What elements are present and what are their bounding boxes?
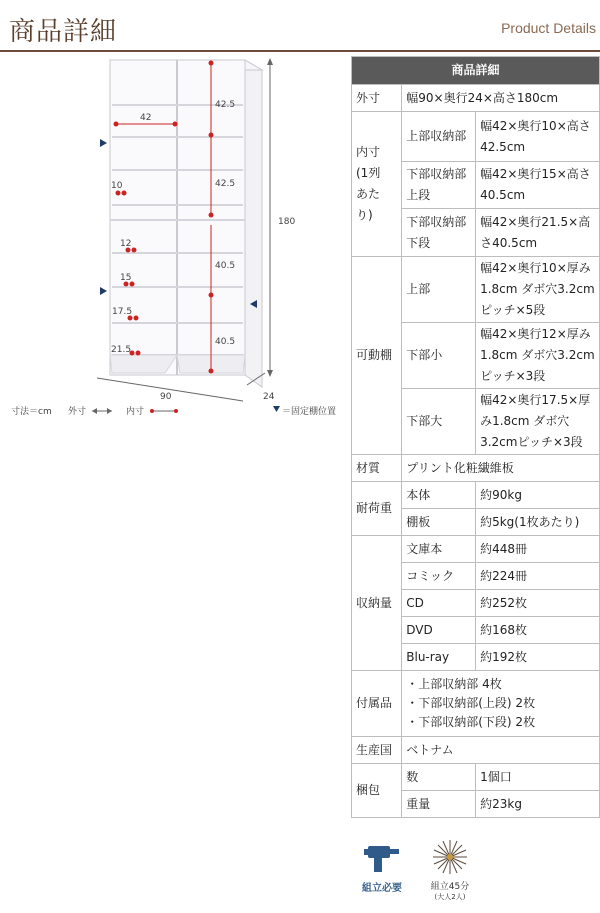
dim-label-lower-height: 40.5 <box>215 261 236 271</box>
dim-label-depth: 24 <box>263 392 275 402</box>
capacity-sub: Blu-ray <box>402 644 476 671</box>
table-row <box>352 737 600 764</box>
capacity-sub: DVD <box>402 617 476 644</box>
table-title: 商品詳細 <box>352 57 600 85</box>
spec-table <box>351 56 600 818</box>
table-row <box>352 85 600 112</box>
dim-label-lower-height-2: 40.5 <box>215 337 236 347</box>
inner-size-value: 幅42×奥行21.5×高さ40.5cm <box>476 209 600 257</box>
load-value: 約90kg <box>476 482 600 509</box>
package-value: 約23kg <box>476 791 600 818</box>
dim-label-height: 180 <box>278 217 296 227</box>
assembly-icons <box>351 838 511 908</box>
outer-size-label: 外寸 <box>352 85 402 112</box>
load-label: 耐荷重 <box>352 482 402 536</box>
load-sub: 棚板 <box>402 509 476 536</box>
package-sub: 重量 <box>402 791 476 818</box>
assembly-time-sub: (大人2人) <box>434 893 466 901</box>
assembly-time <box>423 838 477 902</box>
capacity-value: 約252枚 <box>476 590 600 617</box>
capacity-sub: コミック <box>402 563 476 590</box>
inner-size-label: 内寸 (1列 あた り) <box>352 112 402 257</box>
inner-size-sub: 上部収納部 <box>402 112 476 162</box>
capacity-sub: CD <box>402 590 476 617</box>
table-row <box>352 536 600 563</box>
table-row <box>352 455 600 482</box>
accessories-label: 付属品 <box>352 671 402 737</box>
shelves-label: 可動棚 <box>352 257 402 455</box>
dim-label-depth-21-5: 21.5 <box>111 345 132 355</box>
shelves-value: 幅42×奥行10×厚み1.8cm ダボ穴3.2cmピッチ×5段 <box>476 257 600 323</box>
accessory-item: ・上部収納部 4枚 <box>406 677 502 691</box>
page-header <box>0 0 600 52</box>
load-sub: 本体 <box>402 482 476 509</box>
capacity-value: 約224冊 <box>476 563 600 590</box>
sunburst-icon <box>430 838 470 876</box>
origin-value: ベトナム <box>402 737 600 764</box>
dim-label-width: 90 <box>160 392 172 402</box>
accessory-item: ・下部収納部(下段) 2枚 <box>406 715 536 729</box>
bookshelf-diagram <box>0 55 348 425</box>
shelves-sub: 下部大 <box>402 389 476 455</box>
shelves-sub: 下部小 <box>402 323 476 389</box>
accessories-list <box>402 671 600 737</box>
inner-size-value: 幅42×奥行15×高さ40.5cm <box>476 162 600 209</box>
dim-label-depth-15: 15 <box>120 273 132 283</box>
table-row <box>352 764 600 791</box>
table-row <box>352 482 600 509</box>
inner-size-sub: 下部収納部下段 <box>402 209 476 257</box>
inner-size-sub: 下部収納部上段 <box>402 162 476 209</box>
legend-inner: 内寸 <box>126 407 145 417</box>
table-row <box>352 257 600 323</box>
table-row <box>352 112 600 162</box>
inner-size-value: 幅42×奥行10×高さ42.5cm <box>476 112 600 162</box>
material-value: プリント化粧繊維板 <box>402 455 600 482</box>
drill-icon <box>362 838 402 876</box>
shelves-sub: 上部 <box>402 257 476 323</box>
dim-label-depth-17-5: 17.5 <box>112 307 133 317</box>
package-label: 梱包 <box>352 764 402 818</box>
dim-label-depth-12: 12 <box>120 239 132 249</box>
dim-label-top-width: 42 <box>140 113 152 123</box>
assembly-time-label: 組立45分 <box>430 882 470 892</box>
table-row <box>352 671 600 737</box>
legend-outer: 外寸 <box>68 407 87 417</box>
capacity-value: 約168枚 <box>476 617 600 644</box>
page-title: 商品詳細 <box>9 17 118 47</box>
material-label: 材質 <box>352 455 402 482</box>
capacity-label: 収納量 <box>352 536 402 671</box>
capacity-sub: 文庫本 <box>402 536 476 563</box>
capacity-value: 約192枚 <box>476 644 600 671</box>
header-rule <box>0 50 600 52</box>
dim-label-upper-height-2: 42.5 <box>215 179 236 189</box>
package-value: 1個口 <box>476 764 600 791</box>
bookshelf-drawing <box>0 55 348 425</box>
load-value: 約5kg(1枚あたり) <box>476 509 600 536</box>
assembly-required <box>351 838 413 894</box>
shelves-value: 幅42×奥行12×厚み1.8cm ダボ穴3.2cmピッチ×3段 <box>476 323 600 389</box>
package-sub: 数 <box>402 764 476 791</box>
dim-label-upper-height: 42.5 <box>215 100 236 110</box>
assembly-required-label: 組立必要 <box>362 883 402 894</box>
legend-fixed-shelf: ＝固定棚位置 <box>282 407 337 417</box>
capacity-value: 約448冊 <box>476 536 600 563</box>
page-subtitle: Product Details <box>501 20 596 36</box>
table-header-row <box>352 57 600 85</box>
dim-label-depth-10: 10 <box>111 181 123 191</box>
accessory-item: ・下部収納部(上段) 2枚 <box>406 696 536 710</box>
origin-label: 生産国 <box>352 737 402 764</box>
shelves-value: 幅42×奥行17.5×厚み1.8cm ダボ穴3.2cmピッチ×3段 <box>476 389 600 455</box>
legend-unit: 寸法＝cm <box>11 407 52 417</box>
outer-size-value: 幅90×奥行24×高さ180cm <box>402 85 600 112</box>
